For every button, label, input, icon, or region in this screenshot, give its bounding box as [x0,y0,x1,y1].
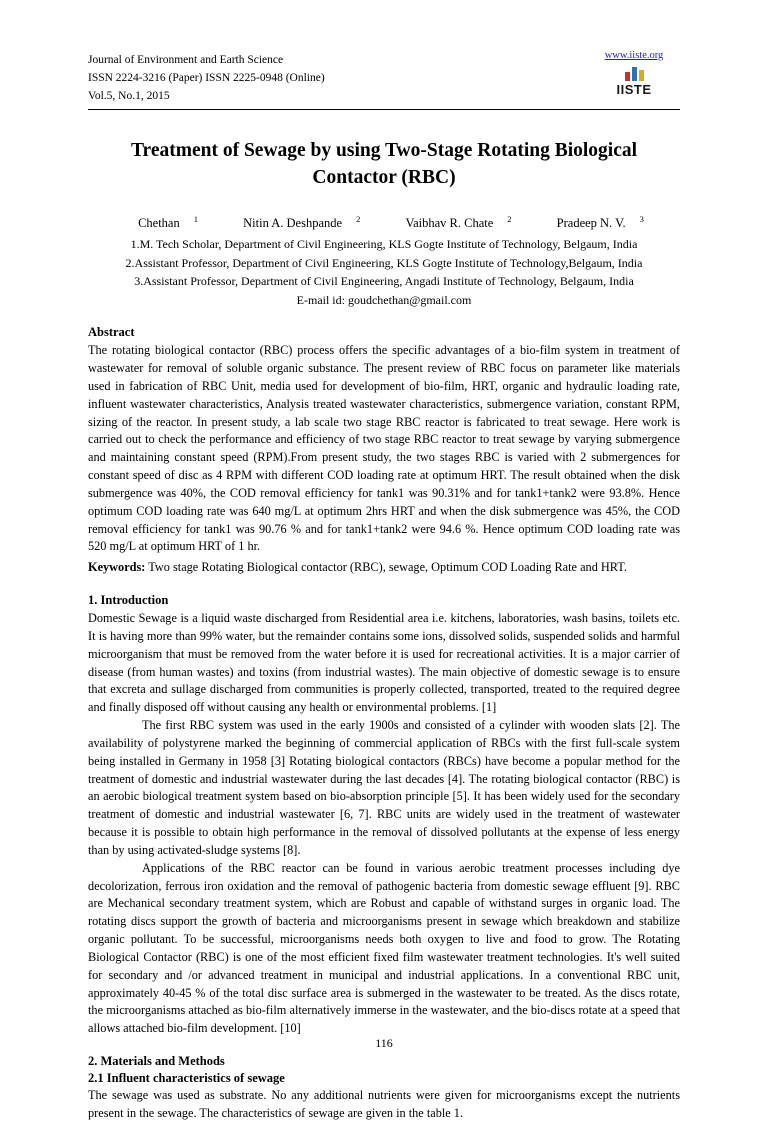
page-number: 116 [375,1036,393,1050]
abstract-heading: Abstract [88,325,135,340]
affiliation-item: 2.Assistant Professor, Department of Civil Engineering, KLS Gogte Institute of Technology,Belgaum, India [125,255,643,270]
page-header [88,52,680,110]
materials-paragraph-1: The sewage was used as substrate. No any additional nutrients were given for microorganisms except the nutrients present in the sewage. The characteristics of sewage are given in the table 1. [88,1087,680,1120]
author-list [88,213,680,233]
iiste-logo-text: IISTE [616,82,652,97]
affiliation-list [88,235,680,309]
journal-issn: ISSN 2224-3216 (Paper) ISSN 2225-0948 (Online) [88,71,325,84]
section-heading-introduction: 1. Introduction [88,593,169,608]
section-heading-materials: 2. Materials and Methods [88,1053,225,1068]
intro-paragraph-2: The first RBC system was used in the early 1900s and consisted of a cylinder with wooden slats [2]. The availability of polystyrene marked the beginning of commercial application of RBCs with the first full-scale system being installed in Germany in 1958 [3] Rotating biological contactors (RBCs) have become a popular method for the treatment of domestic and industrial wastewater during the last decades [4]. The rotating biological contactor (RBC) is an aerobic biological treatment system based on bio-absorption principle [5]. It has been widely used for the secondary treatment of domestic and industrial wastewater [6, 7]. RBC units are widely used in the treatment of wastewater because it is possible to obtain high performance in the removal of dissolved pollutants at the expense of less energy than by using activated-sludge systems [8]. [88,718,680,857]
author-entry: Nitin A. Deshpande $^2$ [243,214,361,231]
keywords-label: Keywords: [88,560,146,575]
keywords-text: Two stage Rotating Biological contactor (RBC), sewage, Optimum COD Loading Rate and HRT. [145,560,627,575]
page-title: Treatment of Sewage by using Two-Stage Rotating Biological Contactor (RBC) [130,140,638,188]
abstract-text: The rotating biological contactor (RBC) process offers the specific advantages of a bio-film system in treatment of wastewater for removal of soluble organic substance. The present review of RBC focus on parameter like materials used in fabrication of RBC Unit, media used for development of bio-film, HRT, organic and hydraulic loading rate, influent wastewater characteristics, Analysis treated wastewater characteristics, submergence variation, constant RPM, sizing of the reactor. In present study, a lab scale two stage RBC reactor is fabricated to treat sewage. Here work is carried out to check the performance and efficiency of two stage RBC reactor to treat sewage by varying submergence and maintaining constant speed (RPM).From present study, the two stages RBC is varied with 2 submergences for constant speed of disc as 4 RPM with different COD loading rate at optimum HRT. The result obtained when the disk submergence was 40%, the COD removal efficiency for tank1 was 90.31% and for tank1+tank2 were 93.8%. Hence optimum COD loading rate was 640 mg/L at optimum 2hrs HRT and when the disk submergence was 45%, the COD removal efficiency for tank1 was 90.76 % and for tank1+tank2 were 94.6 %. Hence optimum COD loading rate was 520 mg/L at optimum HRT of 1 hr. [88,343,680,554]
author-entry: Vaibhav R. Chate $^2$ [405,214,512,231]
affiliation-item: 1.M. Tech Scholar, Department of Civil Engineering, KLS Gogte Institute of Technology, Belgaum, India [130,236,638,251]
journal-volume: Vol.5, No.1, 2015 [88,89,170,102]
author-entry: Chethan $^1$ [138,214,198,231]
header-divider [88,109,680,110]
publisher-block [588,50,680,99]
logo-bars-icon [612,65,656,81]
author-entry: Pradeep N. V. $^3$ [556,214,644,231]
journal-name: Journal of Environment and Earth Science [88,54,284,66]
author-email: E-mail id: goudchethan@gmail.com [296,292,472,307]
keywords-line [88,559,680,577]
subsection-heading-influent: 2.1 Influent characteristics of sewage [88,1070,285,1085]
intro-paragraph-1: Domestic Sewage is a liquid waste discharged from Residential area i.e. kitchens, laboratories, wash basins, toilets etc. It is having more than 99% water, but the remainder contains some ions, dissolved solids, suspended solids and harmful microorganism that must be removed from the water before it is used for recreational activities. It is a major carrier of disease (from human wastes) and toxins (from industrial wastes). The main objective of domestic sewage is to ensure that excreta and sullage discharged from communities is properly collected, transported, treated to the required degree and finally disposed off without causing any health or environmental problems. [1] [88,611,680,715]
iiste-logo-icon [612,65,656,99]
iiste-website-link[interactable]: www.iiste.org [604,50,664,61]
intro-paragraph-3: Applications of the RBC reactor can be found in various aerobic treatment processes including dye decolorization, ferrous iron oxidation and the removal of pathogenic bacteria from domestic sewage effluent [9]. RBC are Mechanical secondary treatment system, which are Robust and capable of withstand surges in organic load. The rotating discs support the growth of bacteria and microorganisms present in sewage which breakdown and stabilize organic pollutant. To be successful, microorganisms needs both oxygen to live and food to grow. The Rotating Biological Contactor (RBC) is one of the most efficient fixed film wastewater treatment technologies. It's well suited for secondary and /or advanced treatment in municipal and industrial applications. In a conventional RBC unit, approximately 40-45 % of the total disc surface area is submerged in the wastewater to be treated. As the discs rotate, the microorganisms attached as bio-film alternatively immerse in the wastewater, and the bio-discs rotate at a speed that allows attached bio-film development. [10] [88,860,680,1036]
affiliation-item: 3.Assistant Professor, Department of Civil Engineering, Angadi Institute of Technology, Belgaum, India [134,274,634,289]
